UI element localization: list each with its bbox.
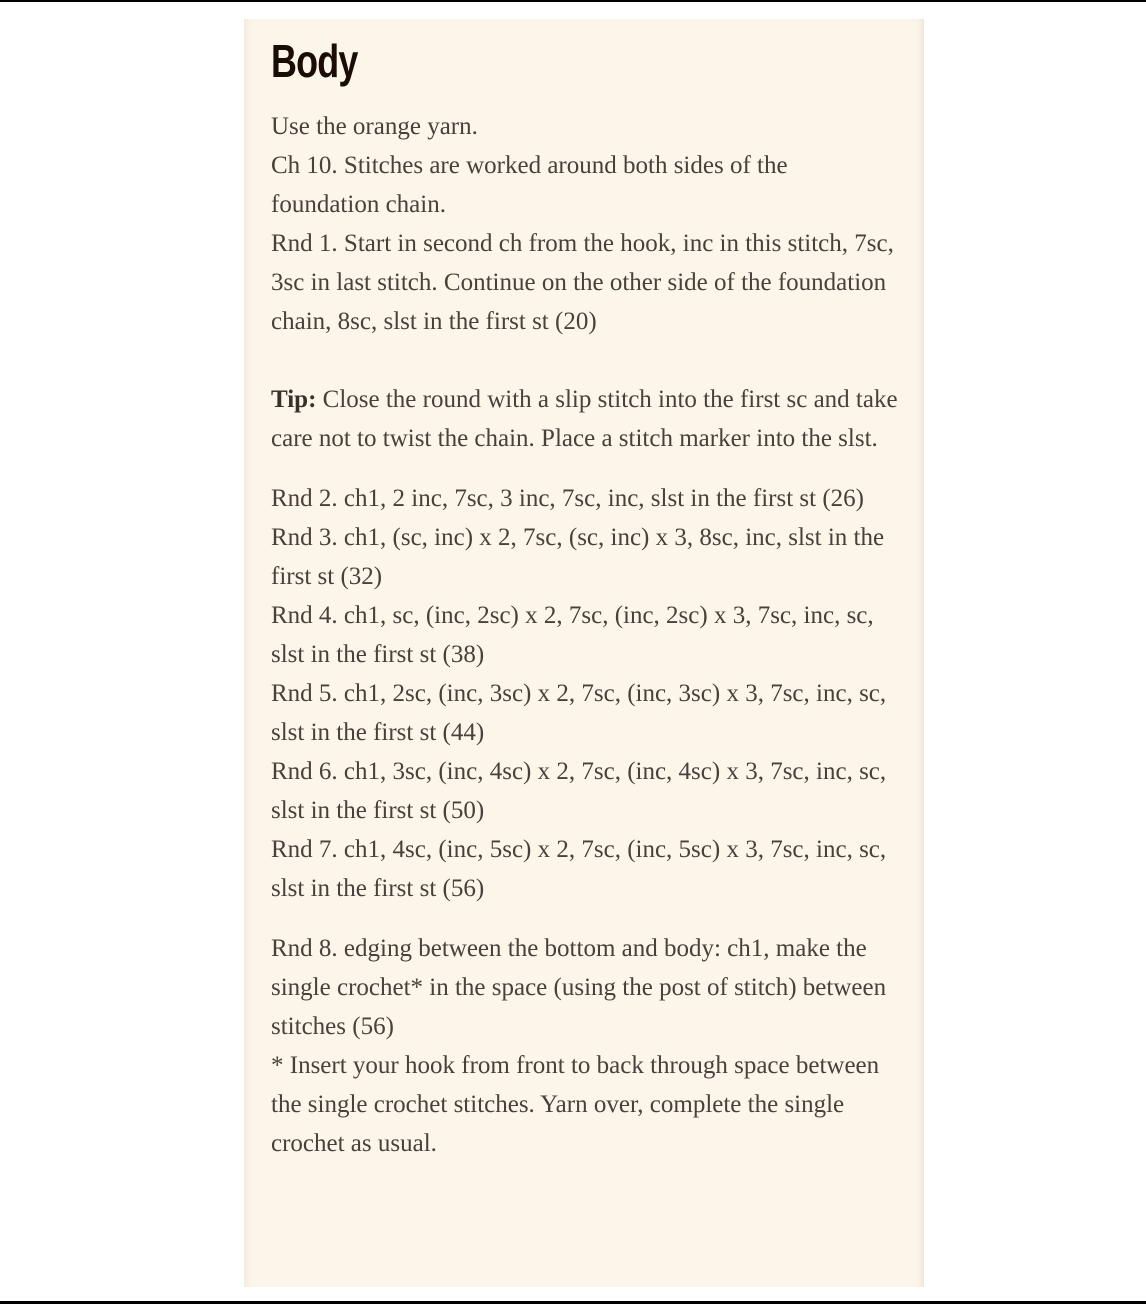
tip-label: Tip: (271, 386, 317, 413)
spacer (271, 341, 901, 380)
spacer (271, 458, 901, 479)
round-4: Rnd 4. ch1, sc, (inc, 2sc) x 2, 7sc, (inc, 2sc) x 3, 7sc, inc, sc, slst in the first st (38) (271, 602, 874, 668)
pattern-content (271, 107, 901, 1163)
tip-text: Close the round with a slip stitch into the first sc and take care not to twist the chain. Place a stitch marker into the slst. (271, 386, 898, 452)
pattern-card (244, 19, 924, 1287)
round-3: Rnd 3. ch1, (sc, inc) x 2, 7sc, (sc, inc) x 3, 8sc, inc, slst in the first st (32) (271, 524, 885, 590)
footnote: * Insert your hook from front to back through space between the single crochet stitches. Yarn over, complete the single crochet as usual. (271, 1052, 880, 1157)
spacer (271, 908, 901, 929)
chain-instruction: Ch 10. Stitches are worked around both sides of the foundation chain. (271, 152, 788, 218)
round-7: Rnd 7. ch1, 4sc, (inc, 5sc) x 2, 7sc, (inc, 5sc) x 3, 7sc, inc, sc, slst in the first st (56) (271, 836, 887, 902)
top-border (0, 0, 1146, 2)
section-title: Body (271, 35, 358, 87)
round-5: Rnd 5. ch1, 2sc, (inc, 3sc) x 2, 7sc, (inc, 3sc) x 3, 7sc, inc, sc, slst in the first st (44) (271, 680, 887, 746)
yarn-instruction: Use the orange yarn. (271, 113, 478, 140)
round-6: Rnd 6. ch1, 3sc, (inc, 4sc) x 2, 7sc, (inc, 4sc) x 3, 7sc, inc, sc, slst in the first st (50) (271, 758, 887, 824)
tip-paragraph (271, 380, 901, 458)
round-1: Rnd 1. Start in second ch from the hook, inc in this stitch, 7sc, 3sc in last stitch. Continue on the other side of the foundation chain, 8sc, slst in the first st (20) (271, 230, 894, 335)
round-8: Rnd 8. edging between the bottom and body: ch1, make the single crochet* in the space (using the post of stitch) between stitches (56) (271, 935, 887, 1040)
round-2: Rnd 2. ch1, 2 inc, 7sc, 3 inc, 7sc, inc, slst in the first st (26) (271, 485, 864, 512)
